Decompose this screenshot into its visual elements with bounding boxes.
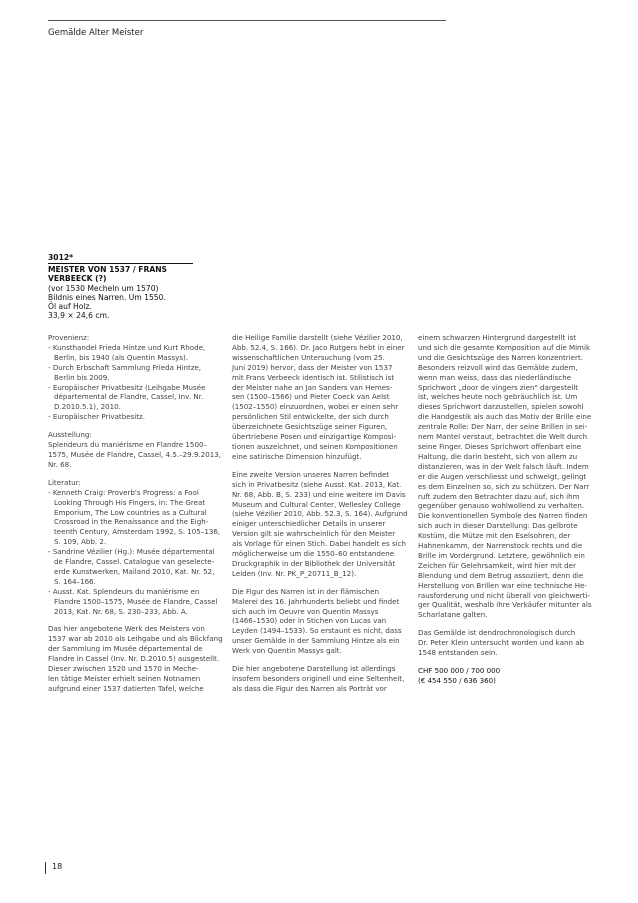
text-line: Malerei des 16. Jahrhunderts beliebt und findet (232, 596, 400, 606)
text-line: - Sandrine Vézilier (Hg.): Musée départemental (48, 547, 215, 557)
text-line: Leiden (Inv. Nr. PK_P_20711_B_12). (232, 568, 357, 578)
text-line: 1537 war ab 2010 als Leihgabe und als Blickfang (48, 634, 223, 644)
text-line (418, 658, 596, 666)
text-line: D.2010.5.1), 2010. (54, 402, 121, 412)
text-line: Leyden (1494–1533). So erstaunt es nicht, dass (232, 626, 402, 636)
text-line: Die konventionellen Symbole des Narren finden (418, 511, 588, 521)
text-line: sen (1500–1566) und Pieter Coeck van Aelst (232, 392, 390, 402)
text-line: CHF 500 000 / 700 000 (418, 666, 501, 675)
text-line: erde Kunstwerken, Mailand 2010, Kat. Nr. 52, (54, 566, 215, 576)
text-line: (€ 454 550 / 636 360) (418, 675, 496, 685)
text-line: - Kunsthandel Frieda Hintze und Kurt Rhode, (48, 342, 206, 352)
text-line: Splendeurs du maniérisme en Flandre 1500– (48, 440, 208, 450)
text-line: Brille im Vordergrund. Letztere, gewöhnlich ein (418, 550, 585, 560)
text-line: die Handgestik als auch das Motiv der Brille eine (418, 412, 592, 422)
text-line: als dass die Figur des Narren als Porträt vor (232, 683, 387, 693)
text-column-2 (232, 333, 408, 694)
text-line: Flandre in Cassel (Inv. Nr. D.2010.5) ausgestellt. (48, 654, 220, 664)
text-line: Das hier angebotene Werk des Meisters von (48, 624, 205, 634)
text-line: möglicherweise um die 1550–60 entstandene (232, 549, 395, 559)
text-line: rausforderung und nicht überall von gleichwerti- (418, 590, 590, 600)
page-number: 18 (52, 862, 63, 871)
text-line: es dem Einzelnen so, sich zu schützen. Der Narr (418, 481, 590, 491)
text-line: Besonders reizvoll wird das Gemälde zudem, (418, 362, 578, 372)
text-line: Version gilt sie wahrscheinlich für den Meister (232, 529, 396, 539)
text-line: Druckgraphik in der Bibliothek der Universität (232, 558, 396, 568)
text-line: Die hier angebotene Darstellung ist allerdings (232, 664, 396, 674)
text-line: sich in Privatbesitz (siehe Ausst. Kat. 2013, Kat. (232, 479, 402, 489)
text-line: Nr. 68, Abb. B, S. 233) und eine weitere im Davis (232, 489, 406, 499)
text-line: und sich die gesamte Komposition auf die Mimik (418, 342, 591, 352)
text-line: Abb. 52.4, S. 166). Dr. Jaco Rutgers hebt in einer (232, 342, 405, 352)
top-rule (48, 20, 446, 21)
artwork-title: Bildnis eines Narren. Um 1550. (48, 292, 166, 302)
text-line: Die Figur des Narren ist in der flämischen (232, 586, 380, 596)
text-line: aufgrund einer 1537 datierten Tafel, welche (48, 683, 204, 693)
text-line: 2013, Kat. Nr. 68, S. 230–233, Abb. A. (54, 606, 188, 616)
lot-header (48, 253, 198, 320)
text-column-3 (418, 333, 596, 686)
text-line: de Flandre, Cassel. Catalogue van geselecte- (54, 557, 215, 567)
lot-number: 3012* (48, 253, 193, 264)
text-line: Sprichwort „door de vingers zien" dargestellt (418, 382, 579, 392)
text-line: - Europäischer Privatbesitz. (48, 412, 146, 422)
artwork-dimensions: 33,9 × 24,6 cm. (48, 311, 110, 321)
text-line: übertriebene Posen und einzigartige Komposi- (232, 432, 397, 442)
text-line: wissenschaftlichen Untersuchung (vom 25. (232, 352, 385, 362)
text-line: persönlichen Stil entwickelte, der sich durch (232, 412, 389, 422)
text-line: - Europäischer Privatbesitz (Leihgabe Musée (48, 382, 206, 392)
text-line: Eine zweite Version unseres Narren befindet (232, 469, 390, 479)
text-line: Dr. Peter Klein untersucht worden und kann ab (418, 638, 585, 648)
artist-dates: (vor 1530 Mecheln um 1570) (48, 283, 159, 293)
text-line: - Ausst. Kat. Splendeurs du maniérisme en (48, 586, 200, 596)
text-line: Berlin bis 2009. (54, 372, 110, 382)
text-line: er die Augen verschliesst und schweigt, gelingt (418, 471, 587, 481)
text-line: tionen auszeichnet, und seinen Kompositionen (232, 441, 398, 451)
text-line: (siehe Vézilier 2010, Abb. 52.3, S. 164). Aufgrund (232, 509, 408, 519)
artist-name: MEISTER VON 1537 / FRANS VERBEECK (?) (48, 265, 168, 284)
text-line: gegenüber genauso wohlwollend zu verhalten. (418, 501, 585, 511)
text-line: sich auch in dieser Darstellung: Das gelbrote (418, 521, 578, 531)
text-line: Ausstellung: (48, 430, 92, 440)
text-line: Blendung und dem Betrug assoziiert, denn die (418, 570, 584, 580)
text-line: als Vorlage für einen Stich. Dabei handelt es sich (232, 539, 407, 549)
text-line (48, 616, 224, 624)
text-line: Scharlatane galten. (418, 610, 488, 620)
text-line: Zeichen für Gelehrsamkeit, wird hier mit der (418, 560, 576, 570)
text-line: Emporium, The Low countries as a Cultural (54, 507, 207, 517)
section-title: Gemälde Alter Meister (48, 28, 144, 38)
text-line: seine Finger. Dieses Sprichwort offenbart eine (418, 441, 582, 451)
text-line: zentrale Rolle: Der Narr, der seine Brillen in sei- (418, 422, 588, 432)
text-line: teenth Century, Amsterdam 1992, S. 105–136, (54, 527, 221, 537)
text-line: Hahnenkamm, der Narrenstock rechts und die (418, 541, 583, 551)
text-line: len tätige Meister erhielt seinen Notnamen (48, 674, 201, 683)
text-line: Das Gemälde ist dendrochronologisch durch (418, 628, 576, 638)
text-line: die Heilige Familie darstellt (siehe Vézilier 2010, (232, 333, 403, 342)
text-line: nem Mantel verstaut, betrachtet die Welt durch (418, 432, 588, 442)
text-line: départemental de Flandre, Cassel, Inv. Nr. (54, 392, 204, 402)
text-line (48, 470, 224, 478)
text-column-1 (48, 333, 224, 694)
page-number-rule (45, 862, 46, 874)
text-line: der Sammlung im Musée départemental de (48, 644, 203, 654)
text-line: ger Qualität, weshalb ihre Verkäufer mitunter als (418, 600, 592, 610)
text-line: Dieser zwischen 1520 und 1570 in Meche- (48, 664, 199, 674)
text-line: sich auch im Oeuvre von Quentin Massys (232, 606, 379, 616)
text-line: ist, welches heute noch gebräuchlich ist. Um (418, 392, 578, 402)
text-line: überzeichnete Gesichtszüge seiner Figuren, (232, 422, 388, 432)
text-line: Berlin, bis 1940 (als Quentin Massys). (54, 352, 189, 362)
text-line (232, 462, 408, 470)
text-line: (1466–1530) oder in Stichen von Lucas van (232, 616, 387, 626)
text-line: der Meister nahe an Jan Sanders van Hemes- (232, 382, 393, 392)
text-line (232, 579, 408, 587)
text-line: dieses Sprichwort darzustellen, spielen sowohl (418, 402, 584, 412)
artwork-medium: Öl auf Holz. (48, 302, 92, 312)
text-line: Literatur: (48, 477, 81, 487)
text-line: S. 164–166. (54, 576, 96, 586)
text-line: und die Gesichtszüge des Narren konzentriert. (418, 352, 583, 362)
text-line: Nr. 68. (48, 459, 72, 469)
text-line (232, 656, 408, 664)
text-line: 1575, Musée de Flandre, Cassel, 4.5.–29.9.2013, (48, 449, 221, 459)
text-line: S. 109, Abb. 2. (54, 537, 107, 547)
text-line: Museum and Cultural Center, Wellesley College (232, 499, 401, 509)
text-line: (1502–1550) einzuordnen, wobei er einen sehr (232, 402, 399, 412)
text-line (48, 422, 224, 430)
text-line: Looking Through His Fingers, in: The Great (54, 497, 206, 507)
text-line: einem schwarzen Hintergrund dargestellt ist (418, 333, 577, 342)
text-line (418, 620, 596, 628)
text-line: ruft zudem den Betrachter dazu auf, sich ihm (418, 491, 580, 501)
text-line: - Kenneth Craig: Proverb's Progress: a Fool (48, 487, 199, 497)
text-line: - Durch Erbschaft Sammlung Frieda Hintze, (48, 362, 202, 372)
text-line: 1548 entstanden sein. (418, 648, 498, 658)
text-line: wenn man weiss, dass das niederländische (418, 372, 572, 382)
text-line: Crossroad in the Renaissance and the Eigh- (54, 517, 209, 527)
text-line: unser Gemälde in der Sammlung Hintze als ein (232, 636, 400, 646)
text-line: eine satirische Dimension hinzufügt. (232, 451, 362, 461)
text-line: Provenienz: (48, 333, 90, 342)
text-line: mit Frans Verbeeck identisch ist. Stilistisch ist (232, 372, 395, 382)
text-line: Flandre 1500–1575, Musée de Flandre, Cassel (54, 596, 218, 606)
text-line: einiger unterschiedlicher Details in unserer (232, 519, 386, 529)
text-line: insofern besonders originell und eine Seltenheit, (232, 674, 405, 683)
text-line: Kostüm, die Mütze mit den Eselsohren, der (418, 531, 571, 541)
text-line: Juni 2019) hervor, dass der Meister von 1537 (232, 362, 393, 372)
text-line: Werk von Quentin Massys galt. (232, 646, 342, 656)
text-line: Haltung, die darin besteht, sich von allem zu (418, 451, 578, 461)
text-line: distanzieren, was in der Welt falsch läuft. Indem (418, 461, 589, 471)
text-line: Herstellung von Brillen war eine technische He- (418, 580, 587, 590)
